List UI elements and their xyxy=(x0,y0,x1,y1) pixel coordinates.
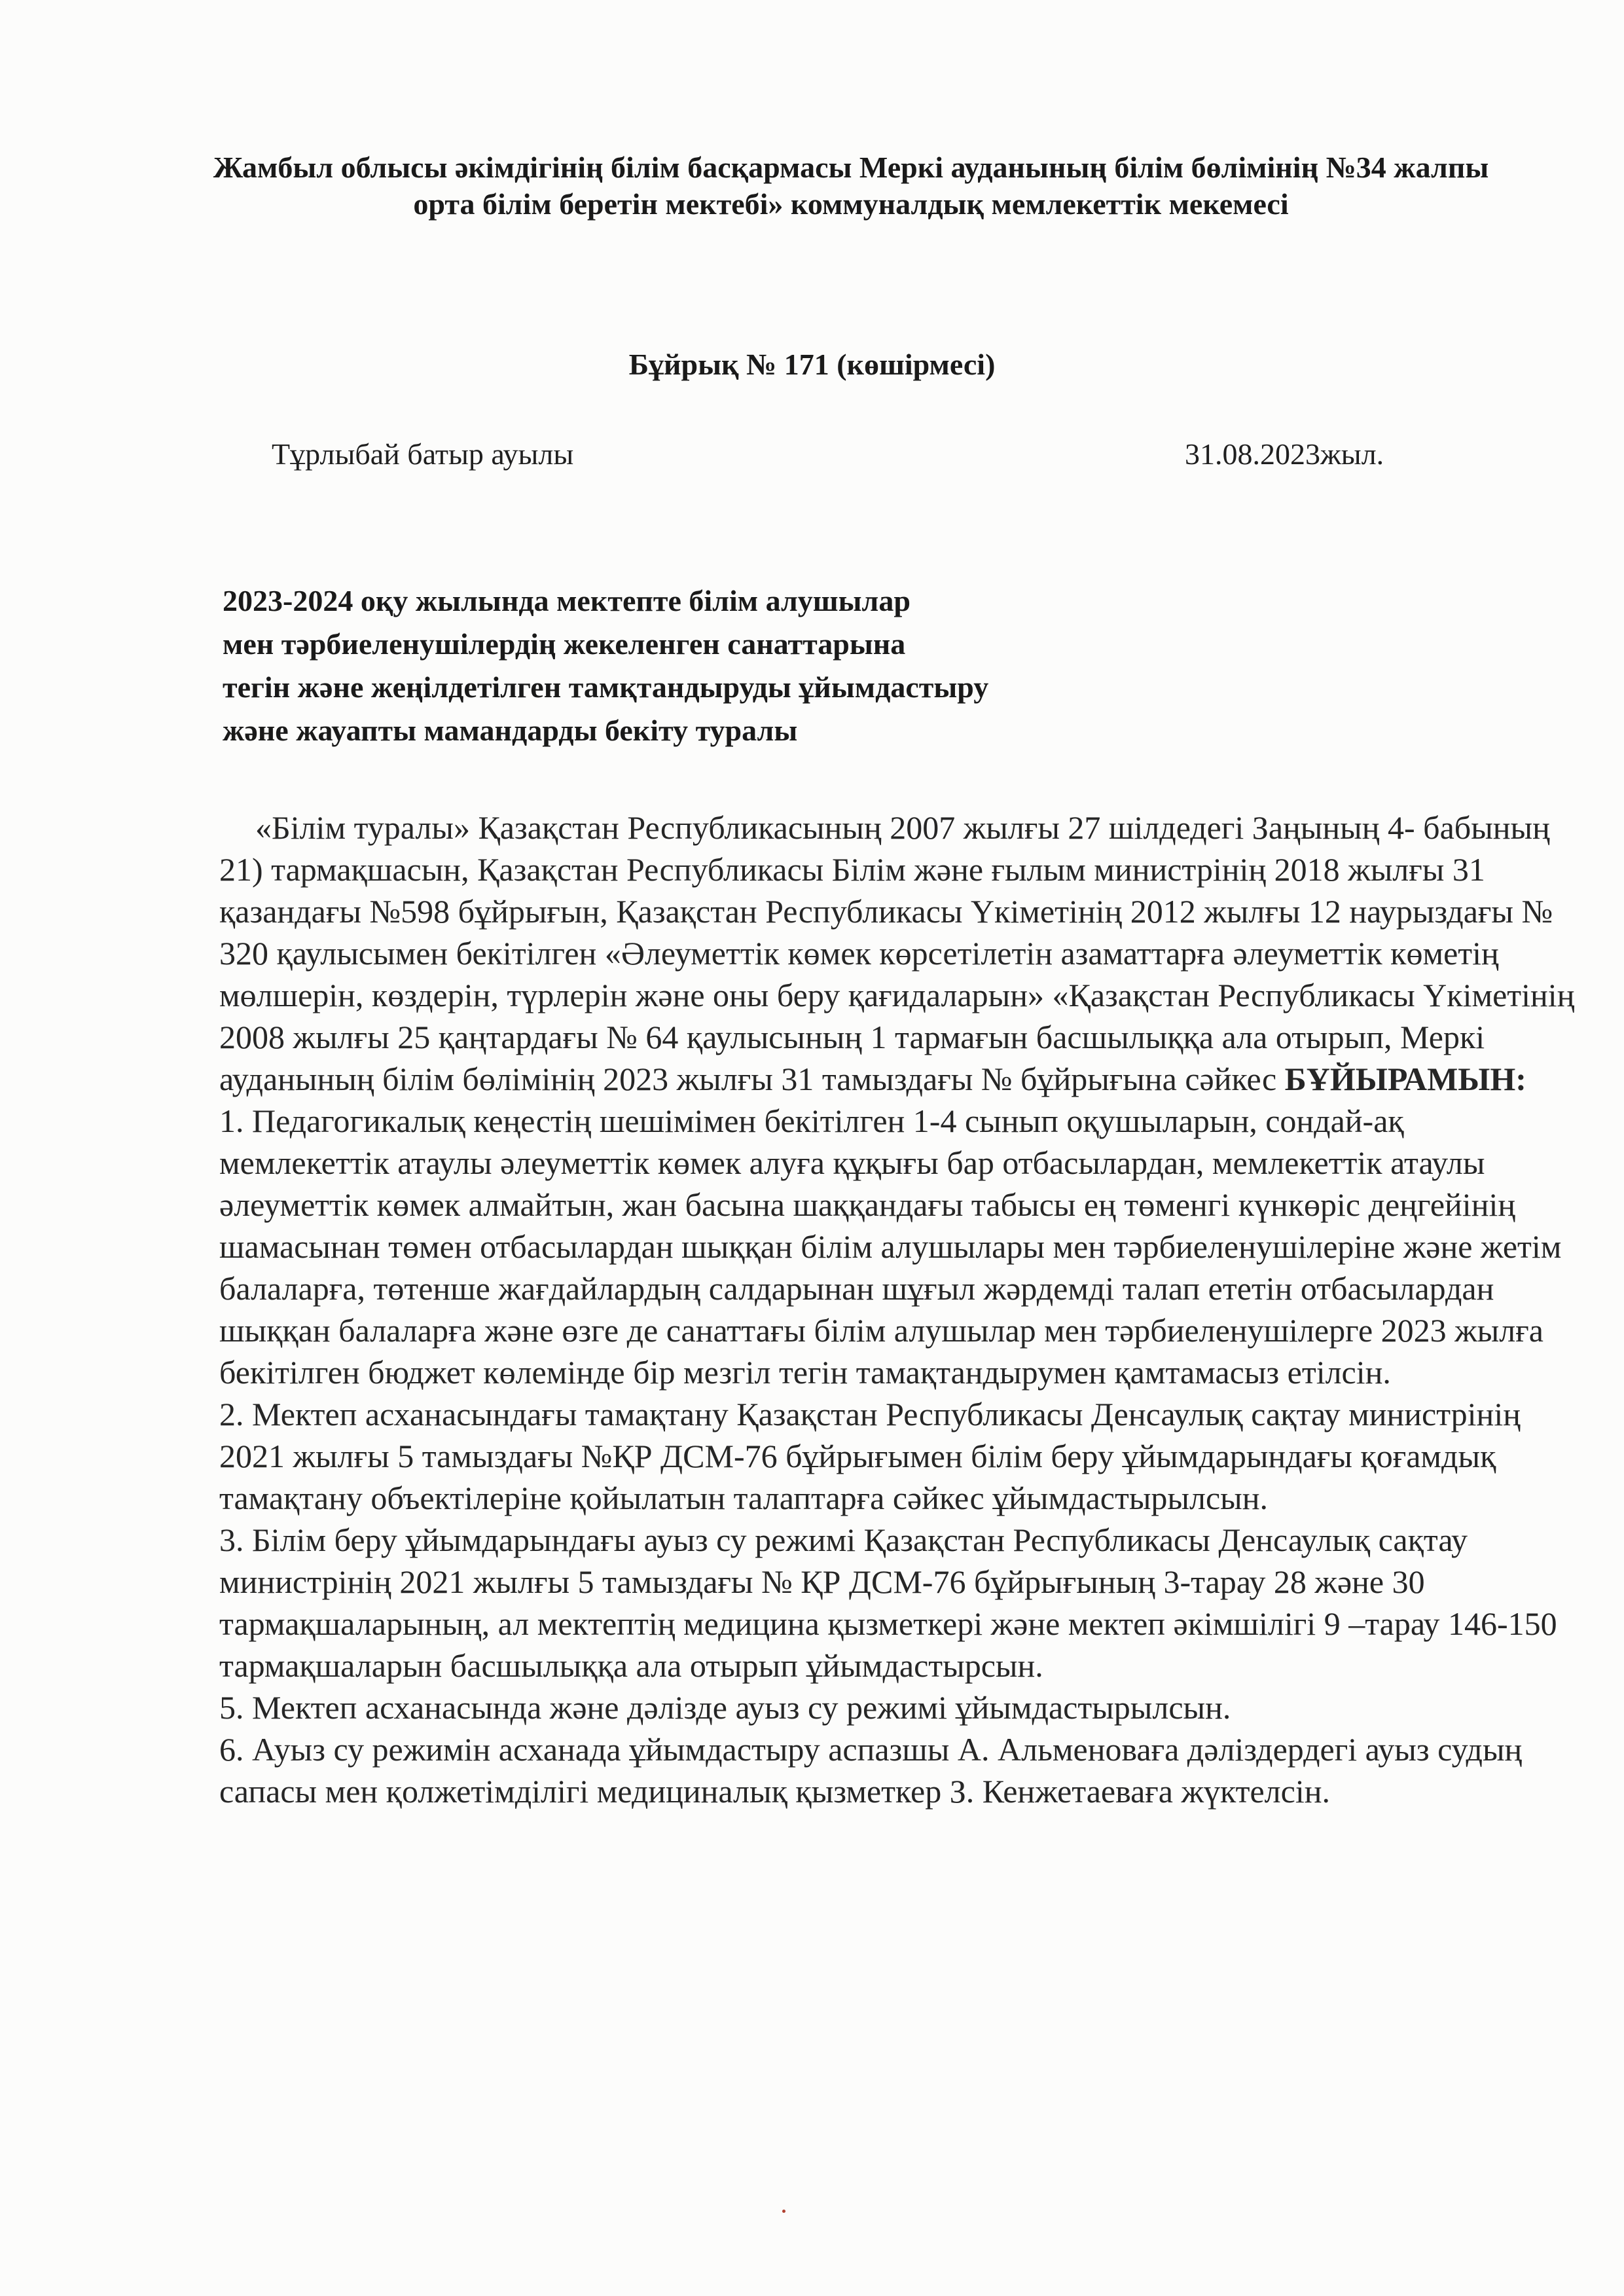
subject-line: және жауапты мамандарды бекіту туралы xyxy=(223,714,798,747)
ink-speck xyxy=(782,2210,785,2213)
order-item: 5. Мектеп асханасында және дәлізде ауыз су режимі ұйымдастырылсын. xyxy=(219,1689,1231,1726)
subject-line: 2023-2024 оқу жылында мектепте білім алушылар xyxy=(223,584,911,617)
order-item: 1. Педагогикалық кеңестің шешімімен бекітілген 1-4 сынып оқушыларын, сондай-ақ мемлекеттік атаулы әлеуметтік көмек алуға құқығы бар отбасылардан, мемлекеттік атаулы әлеуметтік көмек алмайтын, жан басына шаққандағы табысы ең төменгі күнкөріс деңгейінің шамасынан төмен отбасылардан шыққан білім алушылары мен тәрбиеленушілеріне және жетім балаларға, төтенше жағдайлардың салдарынан шұғыл жәрдемді талап ететін отбасылардан шыққан балаларға және өзге де санаттағы білім алушылар мен тәрбиеленушілерге 2023 жылға бекітілген бюджет көлемінде бір мезгіл тегін тамақтандырумен қамтамасыз етілсін. xyxy=(219,1102,1562,1391)
command-word: БҰЙЫРАМЫН: xyxy=(1284,1061,1526,1097)
order-title: Бұйрық № 171 (көшірмесі) xyxy=(628,348,996,381)
subject-line: мен тәрбиеленушілердің жекеленген санаттарына xyxy=(223,627,906,661)
order-item: 2. Мектеп асханасындағы тамақтану Қазақстан Республикасы Денсаулық сақтау министрінің 2021 жылғы 5 тамыздағы №ҚР ДСМ-76 бұйрығымен білім беру ұйымдарындағы қоғамдық тамақтану объектілеріне қойылатын талаптарға сәйкес ұйымдастырылсын. xyxy=(219,1396,1521,1516)
order-subject xyxy=(223,579,1204,752)
preamble-text: «Білім туралы» Қазақстан Республикасының 2007 жылғы 27 шілдедегі Заңының 4- бабының 21) тармақшасын, Қазақстан Республикасы Білім және ғылым министрінің 2018 жылғы 31 қазандағы №598 бұйрығын, Қазақстан Республикасы Үкіметінің 2012 жылғы 12 наурыздағы № 320 қаулысымен бекітілген «Әлеуметтік көмек көрсетілетін азаматтарға әлеуметтік көметің мөлшерін, көздерін, түрлерін және оны беру қағидаларын» «Қазақстан Республикасы Үкіметінің 2008 жылғы 25 қаңтардағы № 64 қаулысының 1 тармағын басшылыққа ала отырып, Меркі ауданының білім бөлімінің 2023 жылғы 31 тамыздағы № бұйрығына сәйкес xyxy=(219,809,1575,1097)
organization-header: Жамбыл облысы әкімдігінің білім басқармасы Меркі ауданының білім бөлімінің №34 жалпы орта білім беретін мектебі» коммуналдық мемлекеттік мекемесі xyxy=(213,151,1489,221)
order-body xyxy=(219,807,1581,1812)
order-date: 31.08.2023жыл. xyxy=(1185,437,1384,471)
order-place: Тұрлыбай батыр ауылы xyxy=(272,437,574,471)
order-item: 3. Білім беру ұйымдарындағы ауыз су режимі Қазақстан Республикасы Денсаулық сақтау министрінің 2021 жылғы 5 тамыздағы № ҚР ДСМ-76 бұйрығының 3-тарау 28 және 30 тармақшаларының, ал мектептің медицина қызметкері және мектеп әкімшілігі 9 –тарау 146-150 тармақшаларын басшылыққа ала отырып ұйымдастырсын. xyxy=(219,1522,1557,1684)
subject-line: тегін және жеңілдетілген тамқтандыруды ұйымдастыру xyxy=(223,670,989,704)
order-item: 6. Ауыз су режимін асханада ұйымдастыру аспазшы А. Альменоваға дәліздердегі ауыз судың сапасы мен қолжетімділігі медициналық қызметкер З. Кенжетаеваға жүктелсін. xyxy=(219,1731,1523,1810)
preamble-paragraph xyxy=(219,807,1581,1100)
